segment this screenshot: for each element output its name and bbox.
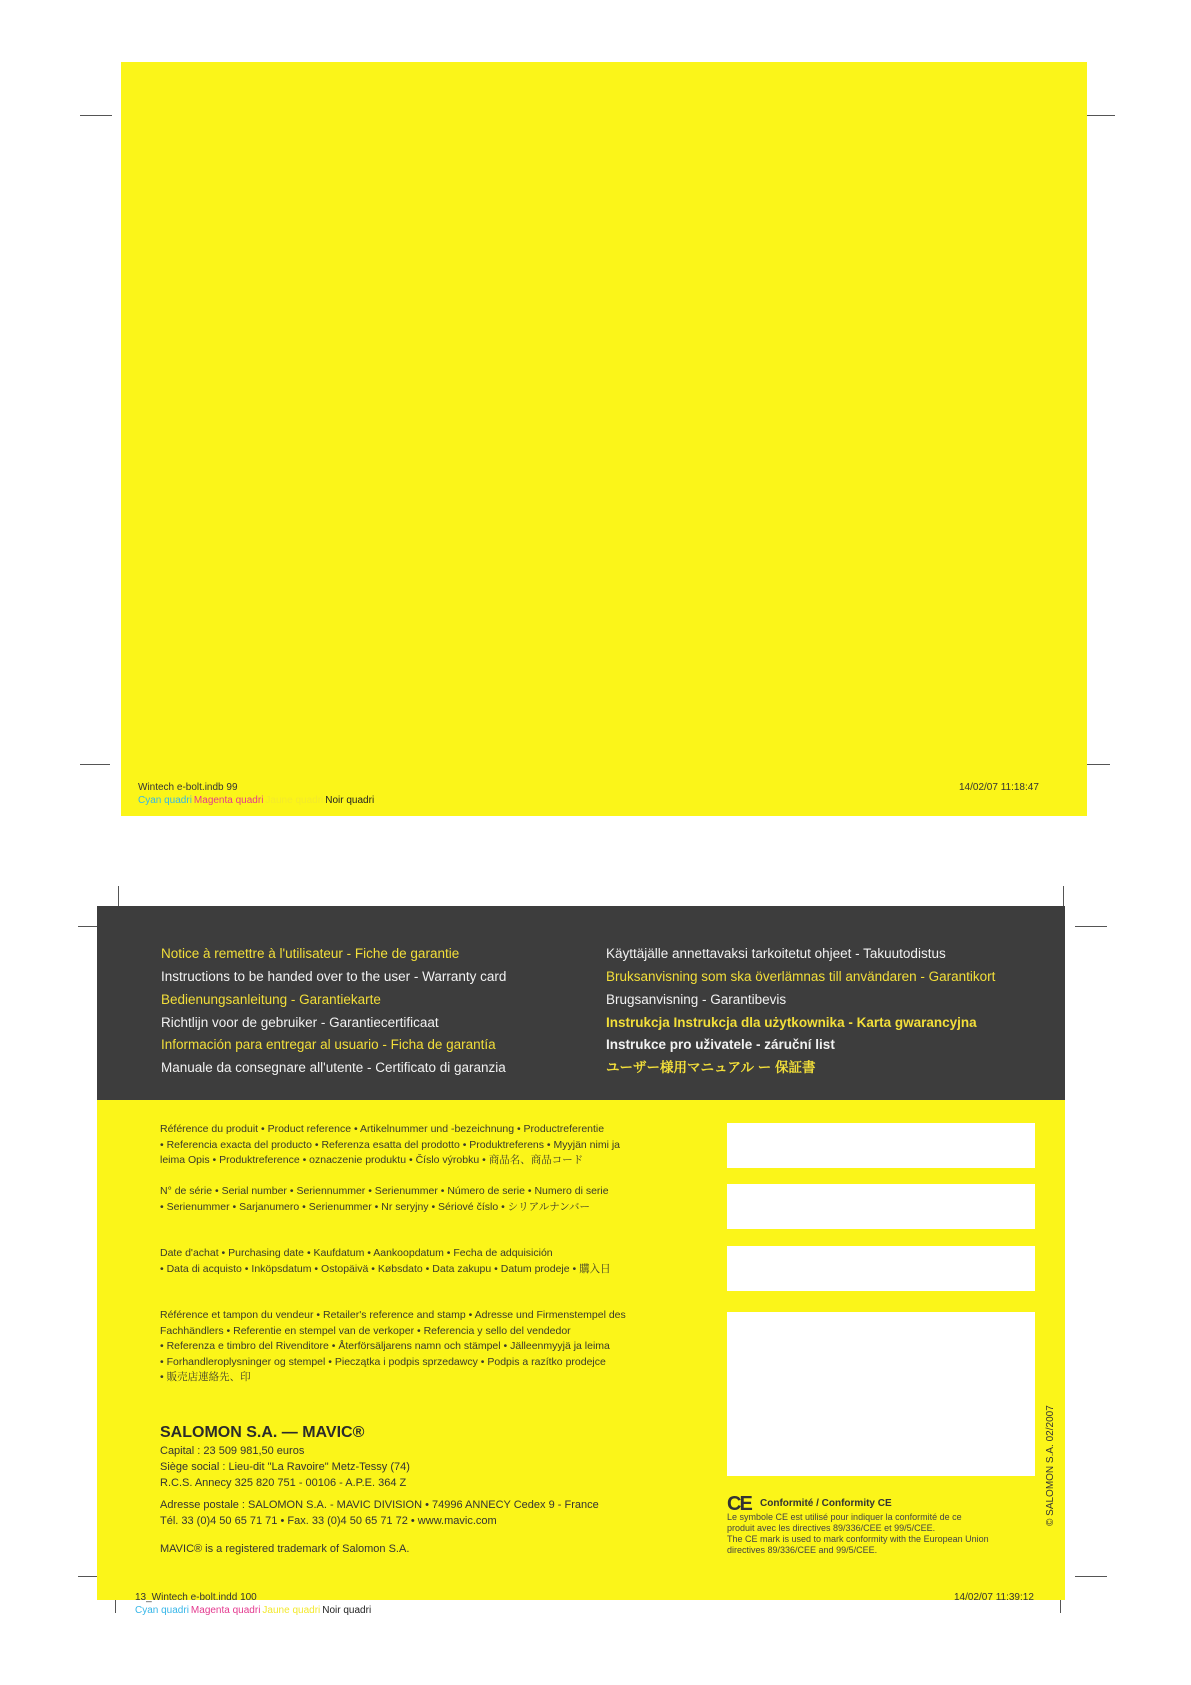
purchase-date-label	[160, 1246, 720, 1277]
band-title-fi: Käyttäjälle annettavaksi tarkoitetut ohjeet - Takuutodistus	[606, 946, 946, 961]
company-seat: Siège social : Lieu-dit "La Ravoire" Metz-Tessy (74)	[160, 1461, 410, 1473]
company-rcs: R.C.S. Annecy 325 820 751 - 00106 - A.P.E. 364 Z	[160, 1477, 407, 1489]
company-capital: Capital : 23 509 981,50 euros	[160, 1445, 305, 1457]
band-title-nl: Richtlijn voor de gebruiker - Garantiecertificaat	[161, 1015, 439, 1030]
reference-line: leima Opis • Produktreference • oznaczenie produktu • Číslo výrobku • 商品名、商品コード	[160, 1154, 584, 1166]
band-title-en: Instructions to be handed over to the user - Warranty card	[161, 969, 507, 984]
color-label-yellow: Jaune quadri	[265, 795, 324, 806]
band-title-da: Brugsanvisning - Garantibevis	[606, 992, 787, 1007]
color-label-cyan: Cyan quadri	[138, 795, 192, 806]
crop-mark	[1083, 115, 1115, 116]
retailer-stamp-field[interactable]	[727, 1312, 1035, 1476]
date-line: • Data di acquisto • Inköpsdatum • Ostopäivä • Købsdato • Data zakupu • Datum prodeje • 購入日	[160, 1262, 611, 1275]
stamp-line: • Forhandleroplysninger og stempel • Pieczątka i podpis sprzedawcy • Podpis a razítko prodejce	[160, 1355, 606, 1368]
color-label-cyan: Cyan quadri	[135, 1605, 189, 1616]
copyright-vertical: © SALOMON S.A. 02/2007	[1045, 1405, 1056, 1526]
company-name: SALOMON S.A. — MAVIC®	[160, 1424, 365, 1441]
reference-line: • Referencia exacta del producto • Referenza esatta del prodotto • Produktreferens • Myyjän nimi ja	[160, 1138, 621, 1151]
stamp-line: Référence et tampon du vendeur • Retailer's reference and stamp • Adresse und Firmenstempel des	[160, 1309, 626, 1321]
retailer-stamp-label	[160, 1308, 720, 1386]
serial-line: • Serienummer • Sarjanumero • Serienummer • Nr seryjny • Sériové číslo • シリアルナンバー	[160, 1200, 590, 1213]
top-slug-timestamp: 14/02/07 11:18:47	[959, 782, 1039, 793]
bottom-slug-timestamp: 14/02/07 11:39:12	[954, 1592, 1034, 1603]
company-phone-fax-web: Tél. 33 (0)4 50 65 71 71 • Fax. 33 (0)4 50 65 71 72 • www.mavic.com	[160, 1515, 497, 1527]
band-title-it: Manuale da consegnare all'utente - Certificato di garanzia	[161, 1060, 506, 1075]
color-label-black: Noir quadri	[322, 1605, 372, 1616]
date-line: Date d'achat • Purchasing date • Kaufdatum • Aankoopdatum • Fecha de adquisición	[160, 1247, 553, 1259]
band-title-cs: Instrukce pro uživatele - záruční list	[606, 1037, 835, 1052]
crop-mark	[80, 764, 110, 765]
color-label-magenta: Magenta quadri	[190, 1605, 261, 1616]
crop-mark	[1075, 1576, 1107, 1577]
band-title-ja: ユーザー様用マニュアル ー 保証書	[606, 1060, 816, 1075]
band-title-de: Bedienungsanleitung - Garantiekarte	[161, 992, 381, 1007]
product-reference-label	[160, 1122, 720, 1169]
band-title-es: Información para entregar al usuario - Ficha de garantía	[161, 1037, 496, 1052]
top-yellow-panel	[121, 62, 1087, 816]
top-slug-filename: Wintech e-bolt.indb 99	[138, 782, 238, 793]
top-color-bar	[138, 795, 376, 806]
ce-text-line: The CE mark is used to mark conformity with the European Union	[727, 1534, 989, 1544]
ce-mark-icon: CE	[727, 1493, 751, 1515]
stamp-line: • Referenza e timbro del Rivenditore • Återförsäljarens namn och stämpel • Jälleenmyyjä ja leima	[160, 1340, 610, 1352]
ce-text-line: directives 89/336/CEE and 99/5/CEE.	[727, 1545, 878, 1555]
color-label-yellow: Jaune quadri	[262, 1605, 321, 1616]
product-reference-field[interactable]	[727, 1123, 1035, 1168]
company-address: Adresse postale : SALOMON S.A. - MAVIC DIVISION • 74996 ANNECY Cedex 9 - France	[160, 1499, 599, 1511]
stamp-line: Fachhändlers • Referentie en stempel van de verkoper • Referencia y sello del vendedor	[160, 1324, 571, 1337]
reference-line: Référence du produit • Product reference • Artikelnummer und -bezeichnung • Productreferentie	[160, 1123, 605, 1135]
purchase-date-field[interactable]	[727, 1246, 1035, 1291]
ce-text-line: produit avec les directives 89/336/CEE et 99/5/CEE.	[727, 1523, 936, 1533]
band-title-fr: Notice à remettre à l'utilisateur - Fiche de garantie	[161, 946, 460, 961]
warranty-card	[97, 906, 1065, 1600]
serial-number-label	[160, 1184, 720, 1215]
trademark-notice: MAVIC® is a registered trademark of Salomon S.A.	[160, 1543, 410, 1555]
crop-mark	[80, 115, 112, 116]
band-title-pl: Instrukcja Instrukcja dla użytkownika - Karta gwarancyjna	[606, 1015, 977, 1030]
crop-mark	[1075, 926, 1107, 927]
color-label-magenta: Magenta quadri	[193, 795, 264, 806]
color-label-black: Noir quadri	[325, 795, 375, 806]
stamp-line: • 販売店連絡先、印	[160, 1371, 251, 1383]
ce-text-line: Le symbole CE est utilisé pour indiquer la conformité de ce	[727, 1512, 962, 1522]
bottom-slug-filename: 13_Wintech e-bolt.indd 100	[135, 1592, 257, 1603]
serial-line: N° de série • Serial number • Seriennummer • Serienummer • Número de serie • Numero di serie	[160, 1185, 609, 1197]
serial-number-field[interactable]	[727, 1184, 1035, 1229]
band-title-sv: Bruksanvisning som ska överlämnas till användaren - Garantikort	[606, 969, 996, 984]
instructions-title-band	[97, 906, 1065, 1100]
ce-title: Conformité / Conformity CE	[760, 1498, 892, 1509]
bottom-color-bar	[135, 1605, 373, 1616]
